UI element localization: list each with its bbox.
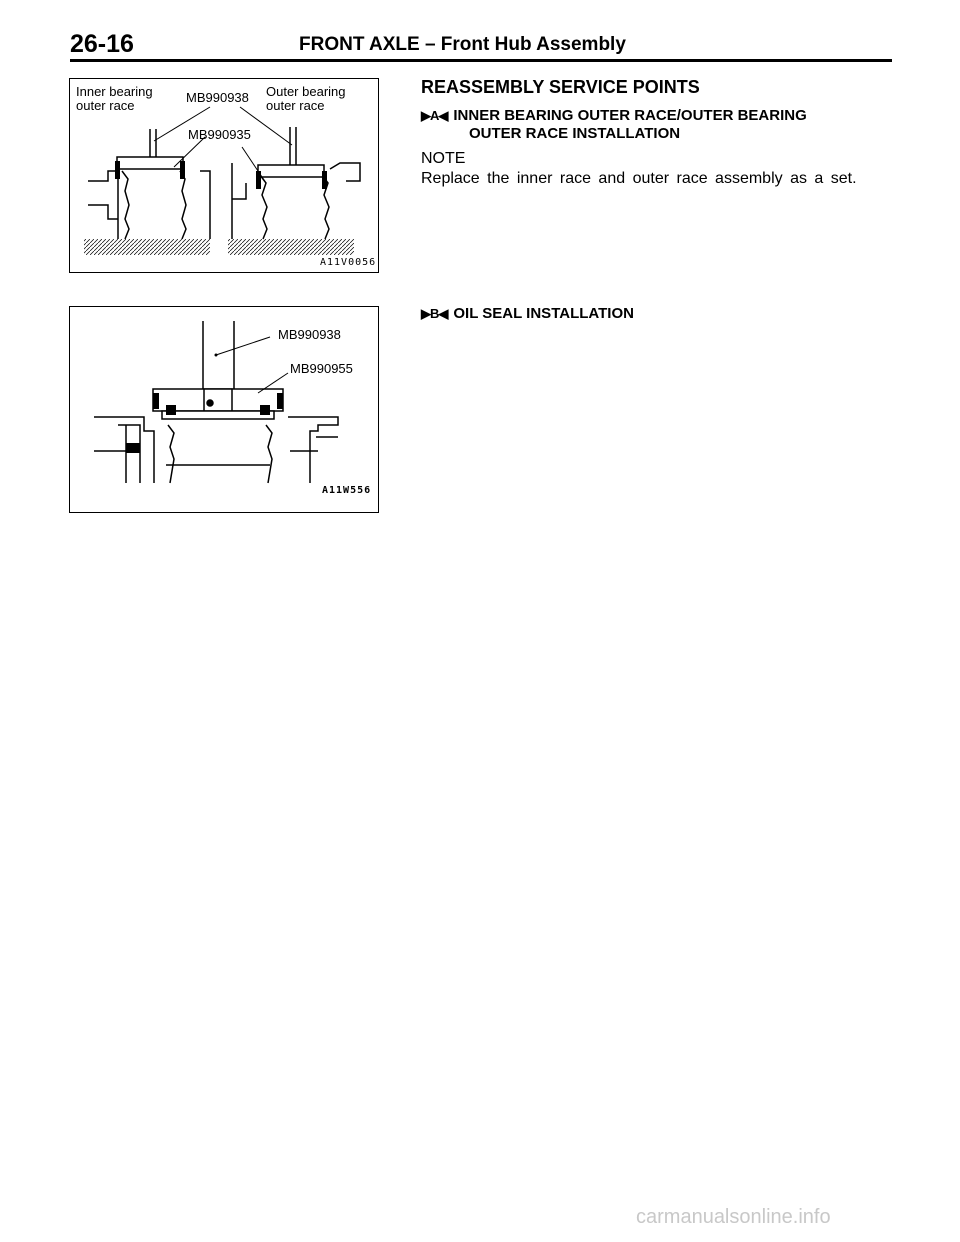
arrow-right-icon: ▶	[421, 108, 430, 123]
service-point-a	[421, 107, 807, 143]
point-a-title-line2: OUTER RACE INSTALLATION	[469, 125, 681, 142]
section-title: REASSEMBLY SERVICE POINTS	[421, 77, 700, 97]
figure-code-2: A11W556	[322, 485, 372, 496]
arrow-right-icon: ▶	[421, 306, 430, 321]
point-b-title: OIL SEAL INSTALLATION	[453, 305, 634, 322]
seal-installer	[153, 321, 283, 419]
point-a-title-line1: INNER BEARING OUTER RACE/OUTER BEARING	[453, 107, 807, 124]
header-title: FRONT AXLE – Front Hub Assembly	[299, 34, 626, 55]
right-hub	[232, 127, 360, 239]
floor-hatch-left	[84, 239, 210, 255]
marker-letter: A	[430, 108, 439, 123]
leader-dot	[215, 354, 218, 357]
note-text: Replace the inner race and outer race assembly as a set.	[421, 170, 857, 187]
tool-label-mb990935: MB990935	[188, 127, 251, 142]
watermark: carmanualsonline.info	[636, 1206, 831, 1228]
marker-letter: B	[430, 306, 439, 321]
arrow-left-icon: ◀	[438, 108, 448, 123]
tool-label-mb990955: MB990955	[290, 361, 353, 376]
left-race-mark-2	[180, 161, 185, 179]
tool-label-mb990938-2: MB990938	[278, 327, 341, 342]
left-hub	[88, 129, 210, 239]
floor-hatch-right	[228, 239, 354, 255]
inner-bearing-label: Inner bearing	[76, 84, 153, 99]
inner-bearing-label-line2: outer race	[76, 98, 135, 113]
page-number: 26-16	[70, 30, 134, 58]
point-a-marker	[421, 107, 447, 125]
oil-seal-installation-figure	[69, 306, 379, 513]
figure-code: A11V0056	[320, 257, 377, 268]
header-rule	[70, 59, 892, 62]
service-point-b	[421, 305, 634, 322]
arrow-left-icon: ◀	[438, 306, 448, 321]
bearing-race-installation-figure	[69, 78, 379, 273]
right-race-mark-2	[322, 171, 327, 189]
fig2-leaders	[216, 337, 288, 393]
outer-bearing-label-line2: outer race	[266, 98, 325, 113]
note-label: NOTE	[421, 150, 466, 167]
outer-bearing-label: Outer bearing	[266, 84, 346, 99]
left-race-mark	[115, 161, 120, 179]
point-b-marker	[421, 306, 447, 322]
tool-label-mb990938: MB990938	[186, 90, 249, 105]
